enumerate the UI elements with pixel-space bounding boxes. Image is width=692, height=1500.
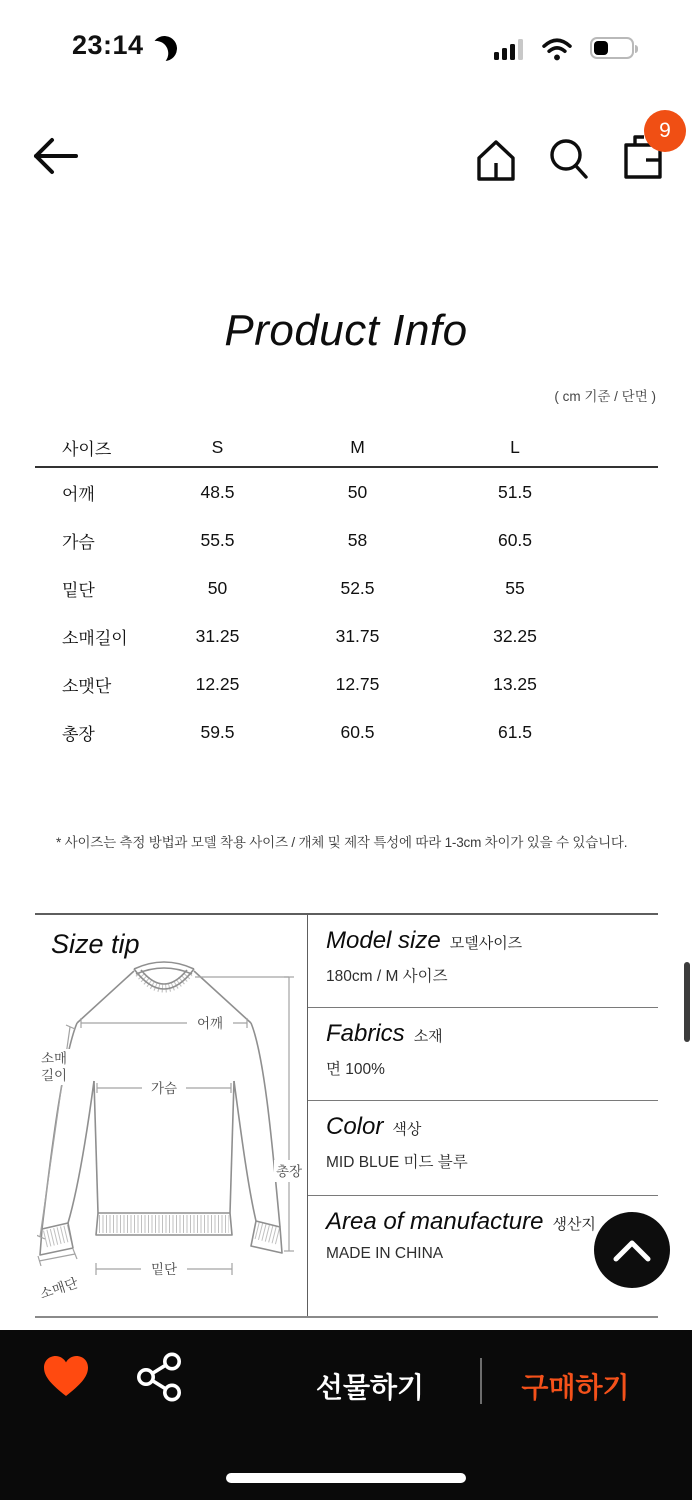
diagram-label-hem: 밑단 [150,1262,178,1277]
cell: 12.75 [335,673,380,694]
detail-fabrics [308,1008,658,1102]
unit-note: ( cm 기준 / 단면 ) [554,389,656,404]
table-row [35,612,658,660]
cell: 55.5 [200,529,235,550]
status-bar [0,0,692,80]
col-header: M [350,436,365,457]
row-label: 소매길이 [62,628,128,648]
diagram-label-sleeve-length: 길이 [40,1068,68,1083]
share-button[interactable] [134,1352,186,1402]
diagram-label-sleeve-length: 소매 [40,1051,68,1066]
row-label: 가슴 [62,532,95,552]
cell: 59.5 [200,721,235,742]
cell: 58 [347,529,368,550]
size-tip-title: Size tip [51,929,140,959]
detail-subtitle: 생산지 [552,1215,596,1233]
cell: 52.5 [340,577,375,598]
detail-subtitle: 색상 [392,1121,422,1139]
table-row [35,516,658,564]
col-header: 사이즈 [62,439,112,459]
detail-subtitle: 모델사이즈 [449,935,523,952]
page-scrollbar[interactable] [684,962,690,1042]
detail-color [308,1101,658,1196]
diagram-label-chest: 가슴 [150,1081,178,1096]
cell: 55 [505,577,525,598]
size-disclaimer: * 사이즈는 측정 방법과 모델 착용 사이즈 / 개체 및 제작 특성에 따라 1-3cm 차이가 있을 수 있습니다. [56,835,628,850]
row-label: 어깨 [62,484,95,504]
size-table [35,430,658,756]
detail-title: Area of manufacture [326,1207,544,1235]
diagram-label-total-length: 총장 [275,1164,303,1179]
size-tip-diagram-area [35,915,307,1316]
buy-button[interactable]: 구매하기 [521,1372,630,1403]
focus-moon-icon [150,34,178,62]
chevron-up-icon [612,1237,652,1263]
row-label: 밑단 [62,580,95,600]
cart-button[interactable] [622,119,671,185]
cell: 12.25 [195,673,240,694]
detail-title: Model size [326,927,441,954]
signal-strength-icon [494,38,528,60]
row-label: 총장 [62,724,95,744]
cell: 61.5 [497,721,533,742]
nav-bar [0,118,692,198]
cell: 31.75 [335,625,380,646]
diagram-label-cuff: 소매단 [37,1275,80,1302]
table-row [35,468,658,516]
like-button[interactable] [42,1354,90,1398]
page-title: Product Info [224,306,468,355]
cell: 51.5 [497,481,533,502]
diagram-label-shoulder: 어깨 [196,1016,224,1031]
battery-icon [590,37,634,59]
detail-value: 면 100% [326,1060,385,1078]
wifi-icon [540,36,574,62]
cell: 32.25 [493,625,537,646]
col-header: L [510,436,520,457]
size-tip-panel [35,913,658,1318]
sweater-measurement-diagram [37,953,307,1305]
clock: 23:14 [72,30,144,60]
detail-model-size [308,915,658,1008]
detail-value: 180cm / M 사이즈 [326,968,448,985]
cell: 31.25 [195,625,240,646]
cell: 60.5 [497,529,533,550]
search-button[interactable] [548,136,590,182]
back-button[interactable] [30,136,80,176]
detail-title: Color [326,1113,384,1141]
cell: 48.5 [200,481,235,502]
cell: 50 [207,577,228,598]
button-divider [480,1358,482,1404]
table-row [35,564,658,612]
table-row [35,708,658,756]
table-row [35,660,658,708]
home-indicator[interactable] [226,1473,466,1483]
detail-value: MADE IN CHINA [326,1244,444,1262]
cell: 13.25 [493,673,537,694]
cell: 60.5 [340,721,375,742]
detail-title: Fabrics [326,1019,405,1047]
cell: 50 [347,481,368,502]
table-header-row [35,430,658,464]
row-label: 소맷단 [62,676,112,696]
cart-badge: 9 [644,110,686,152]
scroll-to-top-button[interactable] [594,1212,670,1288]
detail-value: MID BLUE 미드 블루 [326,1154,468,1172]
col-header: S [211,436,224,457]
home-button[interactable] [476,136,516,182]
detail-subtitle: 소재 [413,1027,443,1045]
gift-button[interactable]: 선물하기 [315,1372,425,1403]
